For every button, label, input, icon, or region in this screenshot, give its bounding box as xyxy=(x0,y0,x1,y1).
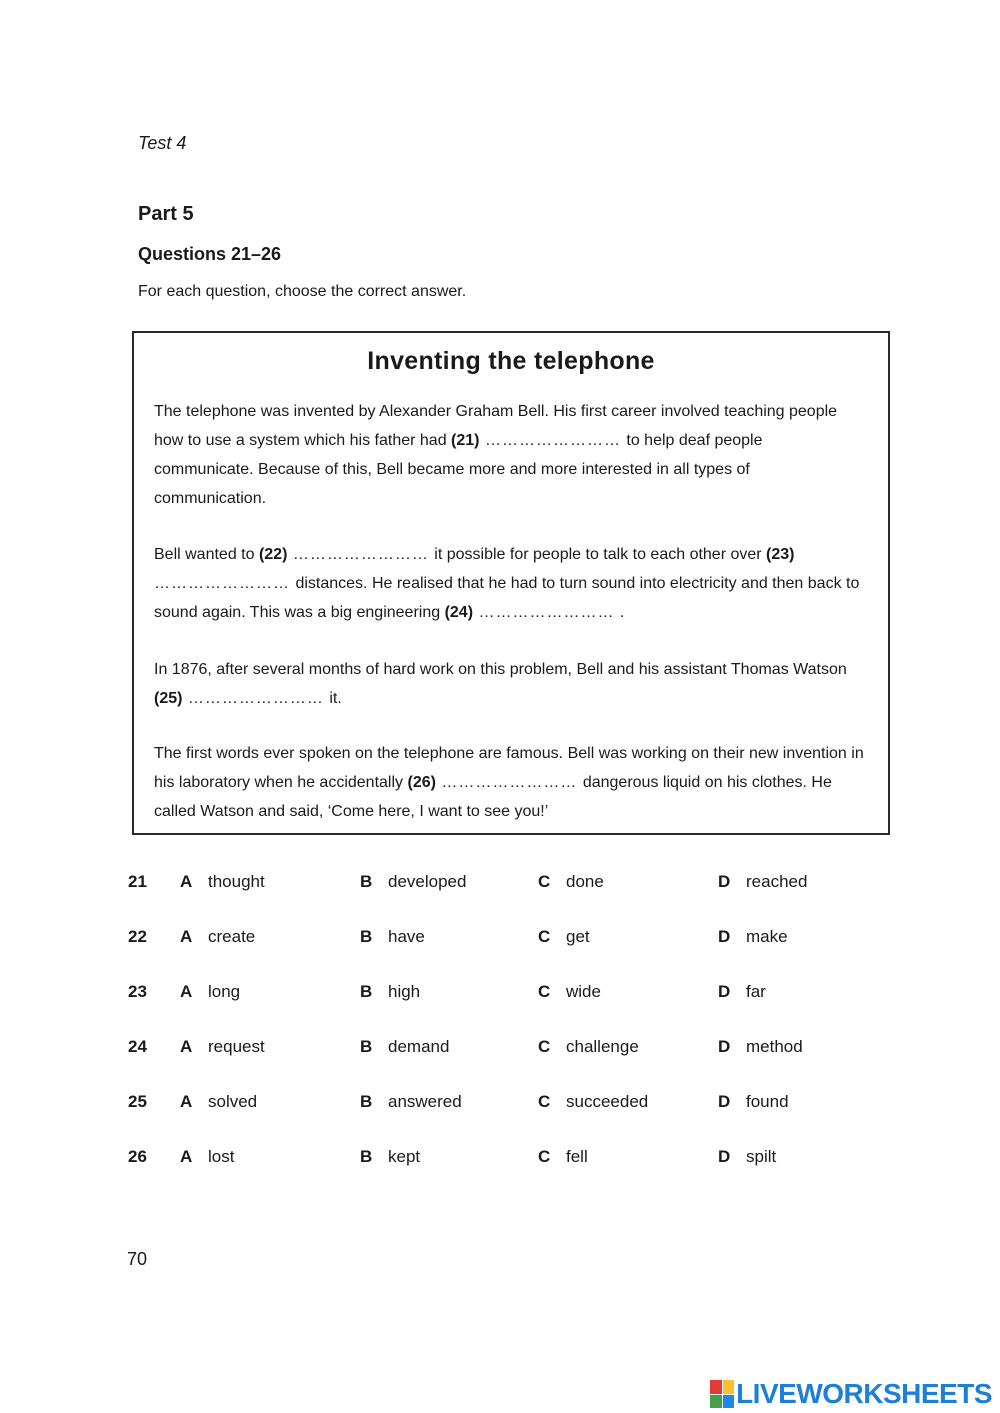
option-25-b[interactable] xyxy=(360,1092,462,1112)
reading-passage-box xyxy=(132,331,890,835)
option-letter: D xyxy=(718,872,731,891)
option-23-a[interactable] xyxy=(180,982,240,1002)
option-text: make xyxy=(746,927,788,946)
option-letter: D xyxy=(718,1037,731,1056)
option-letter: D xyxy=(718,982,731,1001)
option-text: create xyxy=(208,927,256,946)
option-text: request xyxy=(208,1037,265,1056)
question-row-21 xyxy=(128,872,888,927)
option-letter: B xyxy=(360,1092,373,1111)
answer-gap-21[interactable]: …………………… xyxy=(479,432,627,449)
option-text: have xyxy=(388,927,425,946)
option-letter: B xyxy=(360,982,373,1001)
question-marker-26: (26) xyxy=(407,774,436,791)
option-24-c[interactable] xyxy=(538,1037,639,1057)
question-number: 24 xyxy=(128,1037,147,1056)
option-text: far xyxy=(746,982,766,1001)
liveworksheets-logo-icon xyxy=(710,1380,734,1408)
option-letter: C xyxy=(538,872,551,891)
question-row-24 xyxy=(128,1037,888,1092)
option-text: found xyxy=(746,1092,789,1111)
question-marker-22: (22) xyxy=(258,546,288,563)
paragraph-4 xyxy=(154,739,866,826)
option-23-c[interactable] xyxy=(538,982,601,1002)
option-25-a[interactable] xyxy=(180,1092,257,1112)
paragraph-text: it. xyxy=(329,690,342,707)
option-24-b[interactable] xyxy=(360,1037,449,1057)
option-text: lost xyxy=(208,1147,235,1166)
answer-gap-25[interactable]: …………………… xyxy=(182,690,330,707)
paragraph-1 xyxy=(154,397,866,513)
question-marker-21: (21) xyxy=(451,432,480,449)
paragraph-text: In 1876, after several months of hard work on this problem, Bell and his assistant Thomas Watson xyxy=(154,661,847,678)
option-text: challenge xyxy=(566,1037,639,1056)
option-letter: C xyxy=(538,982,551,1001)
option-letter: C xyxy=(538,1037,551,1056)
answer-options-table xyxy=(128,872,888,1202)
paragraph-2 xyxy=(154,540,866,627)
question-number: 25 xyxy=(128,1092,147,1111)
option-26-b[interactable] xyxy=(360,1147,420,1167)
option-letter: D xyxy=(718,1147,731,1166)
option-letter: B xyxy=(360,1037,373,1056)
option-letter: A xyxy=(180,927,193,946)
option-22-b[interactable] xyxy=(360,927,425,947)
option-text: demand xyxy=(388,1037,450,1056)
question-number: 26 xyxy=(128,1147,147,1166)
option-letter: A xyxy=(180,872,193,891)
paragraph-text: The first words ever spoken on the telephone are famous. Bell was working on their new invention in his laboratory when he accidentally xyxy=(154,745,864,791)
option-letter: C xyxy=(538,1092,551,1111)
option-text: reached xyxy=(746,872,808,891)
brand-name: LIVEWORKSHEETS xyxy=(736,1378,992,1409)
question-marker-23: (23) xyxy=(766,546,795,563)
option-text: kept xyxy=(388,1147,421,1166)
paragraph-3 xyxy=(154,655,866,713)
part-title: Part 5 xyxy=(138,203,194,225)
option-text: high xyxy=(388,982,421,1001)
option-25-d[interactable] xyxy=(718,1092,789,1112)
question-row-22 xyxy=(128,927,888,982)
option-26-d[interactable] xyxy=(718,1147,776,1167)
option-text: wide xyxy=(566,982,601,1001)
answer-gap-24[interactable]: …………………… . xyxy=(473,604,626,621)
option-text: fell xyxy=(566,1147,588,1166)
paragraph-text: Bell wanted to xyxy=(154,546,259,563)
option-26-c[interactable] xyxy=(538,1147,588,1167)
paragraph-text: to help deaf people communicate. Because of this, Bell became more and more interested in all types of communication. xyxy=(154,432,763,507)
question-row-26 xyxy=(128,1147,888,1202)
option-22-d[interactable] xyxy=(718,927,788,947)
option-text: developed xyxy=(388,872,467,891)
question-row-23 xyxy=(128,982,888,1037)
option-text: spilt xyxy=(746,1147,777,1166)
passage-title: Inventing the telephone xyxy=(367,347,655,375)
option-24-a[interactable] xyxy=(180,1037,265,1057)
option-text: thought xyxy=(208,872,265,891)
option-letter: B xyxy=(360,872,373,891)
liveworksheets-logo xyxy=(710,1378,992,1410)
option-21-a[interactable] xyxy=(180,872,265,892)
answer-gap-23[interactable]: …………………… xyxy=(154,575,296,592)
option-21-b[interactable] xyxy=(360,872,466,892)
question-marker-24: (24) xyxy=(444,604,474,621)
answer-gap-22[interactable]: …………………… xyxy=(287,546,435,563)
page-number: 70 xyxy=(127,1249,148,1269)
option-21-d[interactable] xyxy=(718,872,807,892)
option-text: succeeded xyxy=(566,1092,649,1111)
option-26-a[interactable] xyxy=(180,1147,234,1167)
option-24-d[interactable] xyxy=(718,1037,803,1057)
option-text: solved xyxy=(208,1092,258,1111)
option-23-b[interactable] xyxy=(360,982,420,1002)
option-text: long xyxy=(208,982,241,1001)
paragraph-text: distances. He realised that he had to turn sound into electricity and then back to sound again. This was a big engineering xyxy=(154,575,860,621)
option-text: get xyxy=(566,927,590,946)
questions-title: Questions 21–26 xyxy=(138,244,282,264)
option-letter: C xyxy=(538,927,551,946)
option-letter: A xyxy=(180,1037,193,1056)
option-22-c[interactable] xyxy=(538,927,590,947)
option-letter: B xyxy=(360,927,373,946)
answer-gap-26[interactable]: …………………… xyxy=(435,774,583,791)
option-22-a[interactable] xyxy=(180,927,255,947)
paragraph-text: dangerous liquid on his clothes. He called Watson and said, ‘Come here, I want to see you!’ xyxy=(154,774,832,820)
option-letter: A xyxy=(180,1092,193,1111)
option-25-c[interactable] xyxy=(538,1092,648,1112)
instruction-text: For each question, choose the correct answer. xyxy=(138,283,467,300)
option-letter: A xyxy=(180,982,193,1001)
option-21-c[interactable] xyxy=(538,872,604,892)
option-letter: C xyxy=(538,1147,551,1166)
question-marker-25: (25) xyxy=(154,690,183,707)
question-number: 23 xyxy=(128,982,147,1001)
option-text: done xyxy=(566,872,604,891)
paragraph-text: it possible for people to talk to each other over xyxy=(434,546,767,563)
question-number: 22 xyxy=(128,927,147,946)
option-23-d[interactable] xyxy=(718,982,766,1002)
question-number: 21 xyxy=(128,872,147,891)
option-text: answered xyxy=(388,1092,462,1111)
test-label: Test 4 xyxy=(138,133,187,153)
paragraph-text: The telephone was invented by Alexander Graham Bell. His first career involved teaching people how to use a system which his father had xyxy=(154,403,838,449)
option-letter: B xyxy=(360,1147,373,1166)
option-text: method xyxy=(746,1037,803,1056)
option-letter: A xyxy=(180,1147,193,1166)
option-letter: D xyxy=(718,1092,731,1111)
option-letter: D xyxy=(718,927,731,946)
question-row-25 xyxy=(128,1092,888,1147)
